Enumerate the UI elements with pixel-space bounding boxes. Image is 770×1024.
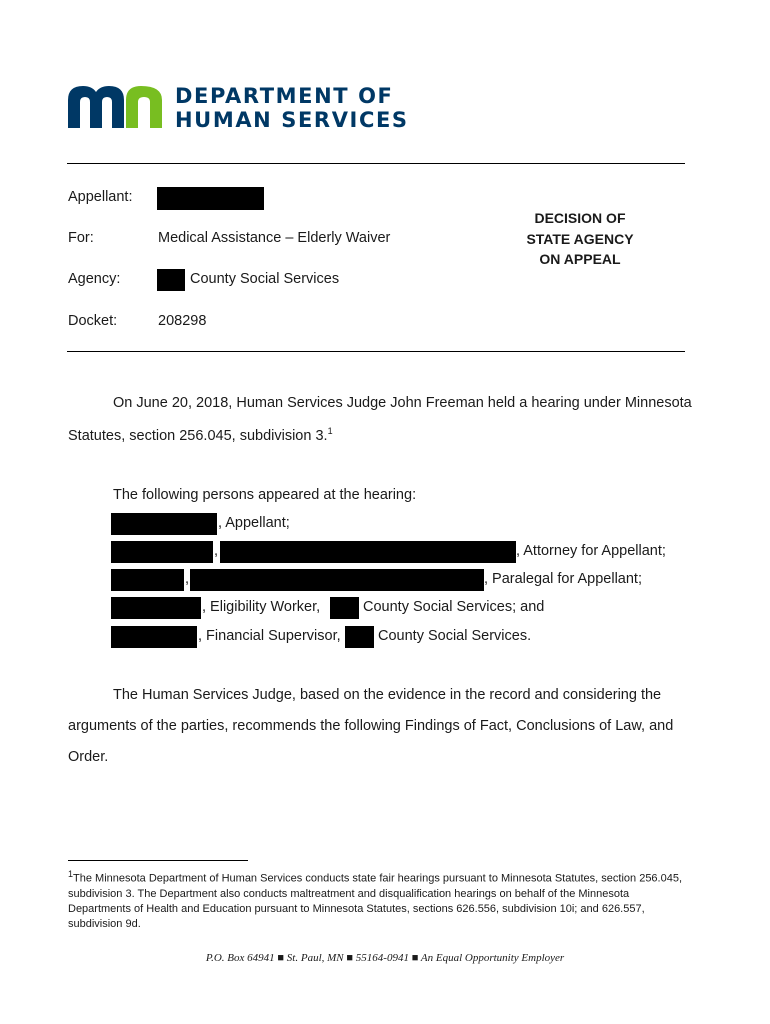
recommendation-line-3: Order. (68, 749, 109, 765)
org-line-2: HUMAN SERVICES (175, 108, 409, 132)
intro-line-2 (68, 426, 333, 444)
person-role: , Financial Supervisor, (198, 628, 341, 644)
org-line-1: DEPARTMENT OF (175, 84, 394, 108)
redacted-name (111, 569, 184, 591)
footnote (68, 867, 688, 932)
person-role: , Paralegal for Appellant; (484, 571, 642, 587)
redacted-name (111, 513, 217, 535)
redacted-county (157, 269, 185, 291)
docket-label: Docket: (68, 313, 118, 329)
appellant-label: Appellant: (68, 189, 133, 205)
intro-line-1: On June 20, 2018, Human Services Judge John Freeman held a hearing under Minnesota (113, 395, 692, 411)
redacted-county (330, 597, 359, 619)
person-role: , Eligibility Worker, (202, 599, 321, 615)
footnote-ref: 1 (327, 426, 333, 436)
recommendation-line-1: The Human Services Judge, based on the evidence in the record and considering the (113, 687, 662, 703)
decision-line-2: STATE AGENCY (526, 230, 634, 247)
person-agency: County Social Services; and (363, 599, 545, 615)
footnote-rule (68, 860, 248, 861)
redacted-firm (190, 569, 484, 591)
intro-line-2-text: Statutes, section 256.045, subdivision 3. (68, 427, 328, 444)
redacted-firm (220, 541, 516, 563)
person-agency: County Social Services. (378, 628, 532, 644)
for-value: Medical Assistance – Elderly Waiver (158, 230, 391, 246)
person-separator: , (185, 571, 190, 587)
agency-label: Agency: (68, 271, 121, 287)
for-label: For: (68, 230, 94, 246)
page-footer: P.O. Box 64941 ■ St. Paul, MN ■ 55164-0941 ■ An Equal Opportunity Employer (205, 952, 565, 964)
redacted-appellant (157, 187, 264, 210)
header-bottom-rule (67, 351, 685, 352)
docket-value: 208298 (158, 313, 207, 329)
person-separator: , (214, 543, 219, 559)
person-role: , Attorney for Appellant; (516, 543, 666, 559)
redacted-name (111, 597, 201, 619)
decision-line-1: DECISION OF (534, 210, 626, 226)
agency-value: County Social Services (190, 271, 340, 287)
decision-title (500, 208, 660, 270)
persons-heading: The following persons appeared at the hearing: (113, 487, 417, 503)
department-name (175, 84, 409, 132)
footnote-marker: 1 (68, 869, 74, 879)
redacted-name (111, 541, 213, 563)
footnote-text: The Minnesota Department of Human Services conducts state fair hearings pursuant to Minnesota Statutes, section 256.045, subdivision 3. The Department also conducts maltreatment and disqualification hearings on behalf of the Minnesota Departments of Health and Education pursuant to Minnesota Statutes, sections 626.556, subdivision 10i; and 626.557, subdivision 9d. (68, 872, 683, 930)
decision-line-3: ON APPEAL (539, 251, 621, 267)
person-role: , Appellant; (218, 515, 290, 531)
redacted-county (345, 626, 374, 648)
mn-logo-icon (68, 86, 162, 128)
redacted-name (111, 626, 197, 648)
header-top-rule (67, 163, 685, 164)
recommendation-line-2: arguments of the parties, recommends the following Findings of Fact, Conclusions of Law, and (68, 718, 674, 734)
